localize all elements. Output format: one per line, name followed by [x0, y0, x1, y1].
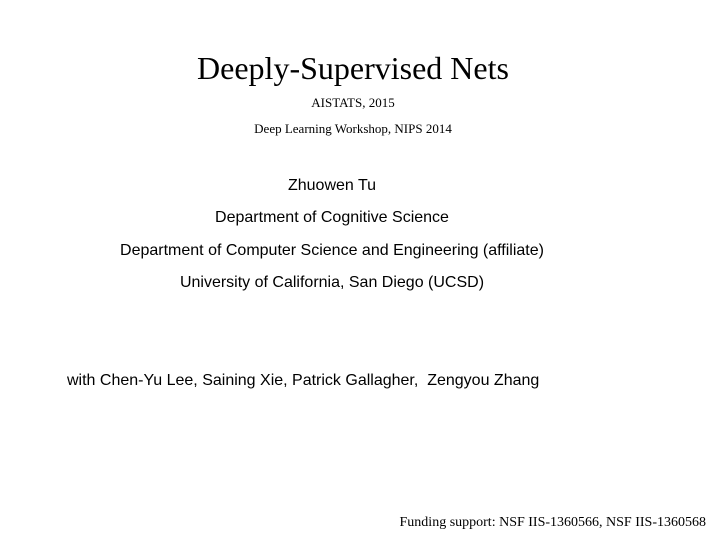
venue-nips: Deep Learning Workshop, NIPS 2014 [254, 121, 452, 136]
coauthors: with Chen-Yu Lee, Saining Xie, Patrick Gallagher, Zengyou Zhang [67, 372, 540, 389]
funding-note: Funding support: NSF IIS-1360566, NSF IIS-1360568 [399, 515, 706, 530]
author-name: Zhuowen Tu [287, 177, 377, 194]
affiliation-cse: Department of Computer Science and Engineering (affiliate) [120, 242, 544, 259]
affiliation-ucsd: University of California, San Diego (UCSD) [179, 274, 485, 291]
slide-title: Deeply-Supervised Nets [197, 50, 509, 86]
affiliation-cognitive-science: Department of Cognitive Science [215, 209, 449, 226]
venue-aistats: AISTATS, 2015 [311, 95, 395, 110]
